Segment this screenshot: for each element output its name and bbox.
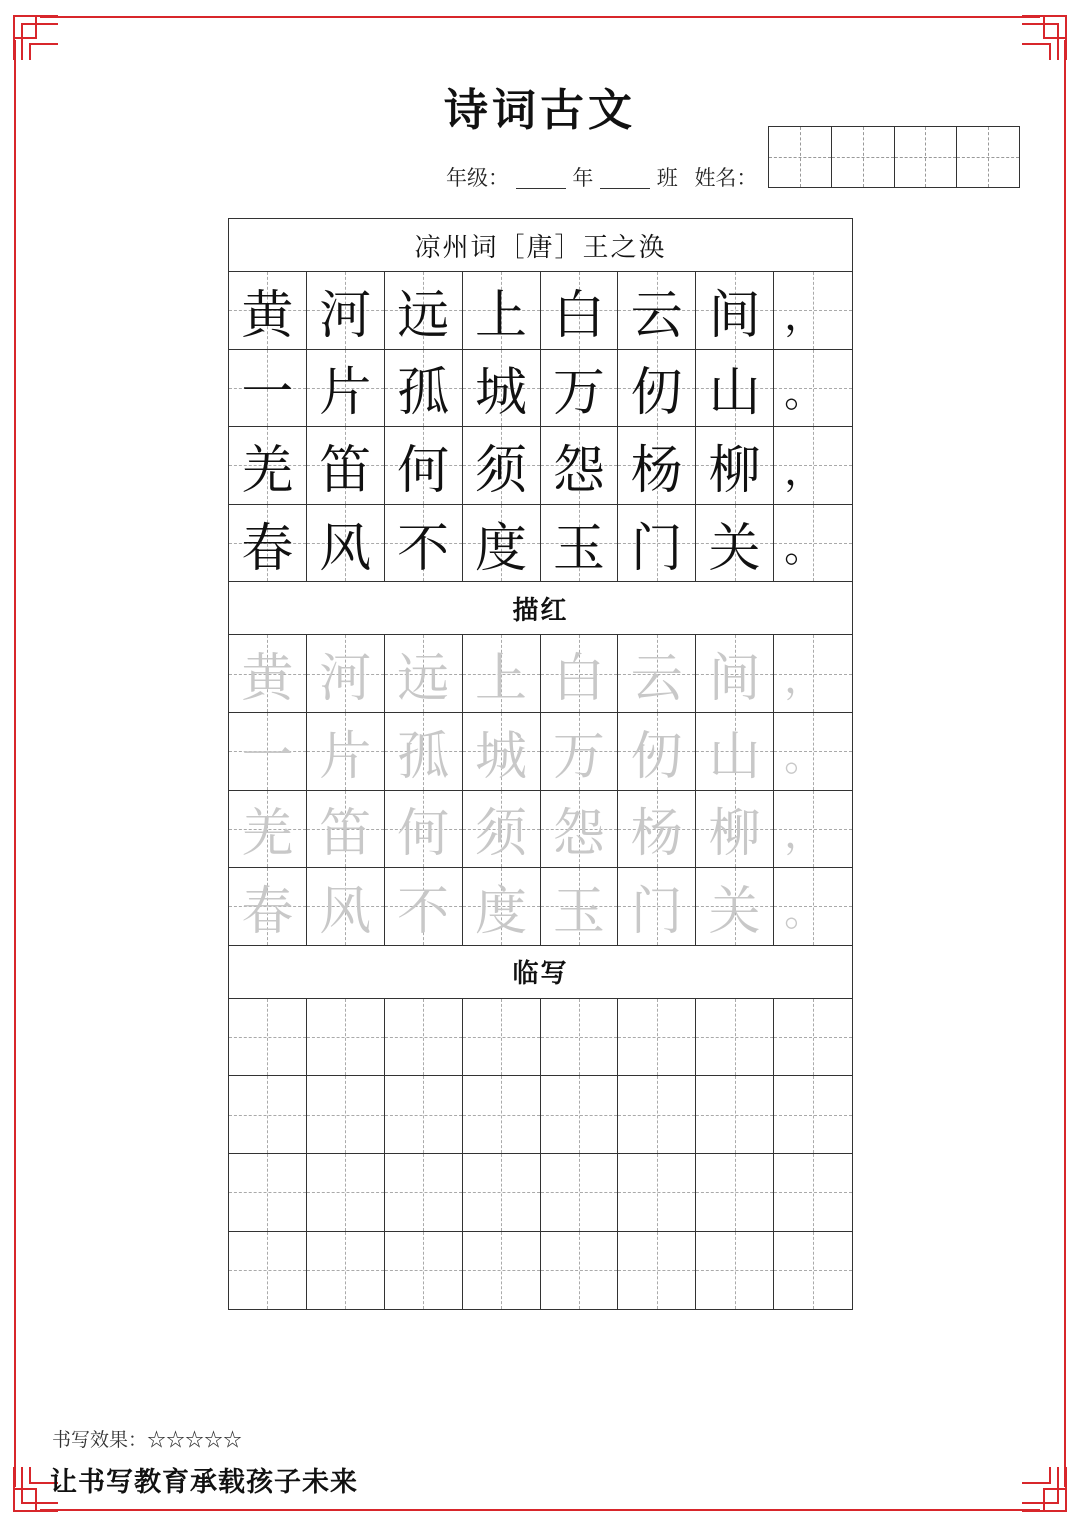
- trace-cell-char: 黄: [241, 649, 294, 710]
- trace-cell-char: 云: [630, 649, 683, 710]
- trace-cell-char: 城: [475, 726, 528, 787]
- copy-cell[interactable]: [696, 999, 774, 1077]
- poem-cell: [774, 272, 852, 350]
- copy-cell[interactable]: [774, 1232, 852, 1310]
- poem-cell-char: 春: [241, 518, 294, 579]
- poem-cell: [463, 427, 541, 505]
- poem-cell-char: 笛: [319, 440, 372, 501]
- copy-cell[interactable]: [696, 1076, 774, 1154]
- trace-cell: [541, 791, 619, 869]
- trace-cell: [774, 635, 852, 713]
- poem-cell-char: 云: [630, 285, 683, 346]
- copy-cell[interactable]: [385, 1154, 463, 1232]
- poem-header: 凉州词［唐］王之涣: [229, 219, 852, 272]
- grade-label: 年级：: [446, 166, 509, 190]
- poem-cell: [774, 505, 852, 583]
- trace-cell-char: 。: [784, 888, 825, 935]
- trace-cell-char: 关: [708, 881, 761, 942]
- trace-cell-char: 上: [475, 649, 528, 710]
- poem-cell-char: 仞: [630, 363, 683, 424]
- poem-cell: [618, 272, 696, 350]
- poem-cell-char: 风: [319, 518, 372, 579]
- poem-cell-char: 城: [475, 363, 528, 424]
- trace-cell: [229, 791, 307, 869]
- copy-cell[interactable]: [618, 1076, 696, 1154]
- poem-cell-char: 。: [784, 525, 825, 572]
- trace-cell-char: 不: [397, 881, 450, 942]
- copy-cell[interactable]: [774, 999, 852, 1077]
- name-boxes[interactable]: [768, 126, 1020, 188]
- copy-cell[interactable]: [541, 1154, 619, 1232]
- trace-cell-char: 远: [397, 649, 450, 710]
- trace-cell: [229, 868, 307, 946]
- copy-cell[interactable]: [307, 1076, 385, 1154]
- poem-cell-char: 上: [475, 285, 528, 346]
- trace-cell-char: 春: [241, 881, 294, 942]
- trace-cell: [385, 635, 463, 713]
- poem-cell-char: 片: [319, 363, 372, 424]
- trace-cell: [618, 635, 696, 713]
- trace-cell: [696, 713, 774, 791]
- trace-cell: [618, 713, 696, 791]
- name-box[interactable]: [768, 126, 832, 188]
- trace-cell: [385, 713, 463, 791]
- trace-cell-char: 杨: [630, 804, 683, 865]
- poem-cell: [385, 427, 463, 505]
- trace-cell-char: 度: [475, 881, 528, 942]
- copy-cell[interactable]: [774, 1154, 852, 1232]
- practice-sheet: [228, 218, 853, 1310]
- copy-cell[interactable]: [541, 999, 619, 1077]
- poem-grid: [229, 272, 852, 582]
- trace-cell: [696, 868, 774, 946]
- poem-cell-char: 杨: [630, 440, 683, 501]
- trace-cell-char: 风: [319, 881, 372, 942]
- poem-cell: [229, 505, 307, 583]
- poem-cell-char: 河: [319, 285, 372, 346]
- poem-cell-char: 怨: [552, 440, 605, 501]
- trace-cell: [774, 868, 852, 946]
- poem-cell: [696, 427, 774, 505]
- frame-bottom: [40, 1509, 1040, 1511]
- class-label: 班: [656, 166, 678, 190]
- copy-section-label: 临写: [229, 946, 852, 999]
- poem-cell: [696, 350, 774, 428]
- poem-cell: [229, 272, 307, 350]
- trace-cell: [307, 791, 385, 869]
- trace-cell-char: 万: [552, 726, 605, 787]
- poem-cell-char: 何: [397, 440, 450, 501]
- name-box[interactable]: [832, 126, 895, 188]
- poem-cell-char: 白: [552, 285, 605, 346]
- trace-cell-char: 白: [552, 649, 605, 710]
- poem-cell: [229, 427, 307, 505]
- poem-cell: [307, 350, 385, 428]
- copy-cell[interactable]: [463, 1076, 541, 1154]
- trace-cell: [385, 868, 463, 946]
- trace-cell: [774, 791, 852, 869]
- copy-cell[interactable]: [229, 999, 307, 1077]
- copy-cell[interactable]: [307, 1232, 385, 1310]
- trace-cell: [618, 791, 696, 869]
- trace-cell-char: 一: [241, 726, 294, 787]
- copy-cell[interactable]: [618, 999, 696, 1077]
- corner-ornament-bottom-right: [1020, 1465, 1068, 1513]
- corner-ornament-top-right: [1020, 14, 1068, 62]
- poem-cell: [541, 350, 619, 428]
- poem-cell: [463, 272, 541, 350]
- poem-cell: [696, 505, 774, 583]
- trace-cell: [541, 635, 619, 713]
- poem-cell-char: 。: [784, 370, 825, 417]
- poem-cell: [307, 272, 385, 350]
- poem-cell-char: 门: [630, 518, 683, 579]
- copy-cell[interactable]: [307, 999, 385, 1077]
- corner-ornament-top-left: [12, 14, 60, 62]
- trace-cell-char: 仞: [630, 726, 683, 787]
- copy-cell[interactable]: [385, 999, 463, 1077]
- class-blank[interactable]: [600, 168, 650, 189]
- trace-cell-char: 。: [784, 733, 825, 780]
- trace-cell: [541, 713, 619, 791]
- poem-cell-char: 黄: [241, 285, 294, 346]
- frame-top: [40, 16, 1040, 18]
- trace-cell-char: 柳: [708, 804, 761, 865]
- copy-cell[interactable]: [229, 1232, 307, 1310]
- poem-cell-char: 山: [708, 363, 761, 424]
- trace-cell: [229, 713, 307, 791]
- poem-cell-char: 羌: [241, 440, 294, 501]
- footer-slogan: 让书写教育承载孩子未来: [50, 1467, 358, 1498]
- copy-cell[interactable]: [307, 1154, 385, 1232]
- trace-cell: [463, 713, 541, 791]
- poem-cell-char: 关: [708, 518, 761, 579]
- poem-cell: [541, 427, 619, 505]
- trace-cell: [307, 713, 385, 791]
- poem-cell: [385, 505, 463, 583]
- copy-cell[interactable]: [696, 1232, 774, 1310]
- trace-cell: [307, 868, 385, 946]
- copy-cell[interactable]: [696, 1154, 774, 1232]
- copy-cell[interactable]: [618, 1232, 696, 1310]
- copy-cell[interactable]: [463, 999, 541, 1077]
- trace-cell: [229, 635, 307, 713]
- trace-cell-char: 山: [708, 726, 761, 787]
- grade-blank[interactable]: [516, 168, 566, 189]
- name-box[interactable]: [895, 126, 958, 188]
- trace-cell-char: 羌: [241, 804, 294, 865]
- trace-cell: [696, 791, 774, 869]
- student-info-line: [446, 162, 757, 192]
- name-label: 姓名：: [694, 166, 758, 190]
- copy-cell[interactable]: [229, 1154, 307, 1232]
- poem-cell-char: 万: [552, 363, 605, 424]
- poem-cell: [774, 350, 852, 428]
- copy-cell[interactable]: [463, 1232, 541, 1310]
- copy-cell[interactable]: [541, 1076, 619, 1154]
- poem-cell: [385, 272, 463, 350]
- trace-cell-char: 孤: [397, 726, 450, 787]
- poem-cell: [541, 272, 619, 350]
- year-label: 年: [572, 166, 594, 190]
- copy-cell[interactable]: [385, 1076, 463, 1154]
- poem-cell-char: 度: [475, 518, 528, 579]
- trace-grid: [229, 635, 852, 945]
- trace-cell-char: 门: [630, 881, 683, 942]
- poem-cell-char: 玉: [552, 518, 605, 579]
- poem-cell-char: 孤: [397, 363, 450, 424]
- trace-cell-char: 怨: [552, 804, 605, 865]
- poem-cell: [541, 505, 619, 583]
- trace-cell-char: 何: [397, 804, 450, 865]
- copy-cell[interactable]: [229, 1076, 307, 1154]
- trace-cell-char: ，: [784, 811, 825, 858]
- poem-cell-char: 柳: [708, 440, 761, 501]
- poem-cell: [385, 350, 463, 428]
- trace-cell-char: 玉: [552, 881, 605, 942]
- poem-cell: [618, 505, 696, 583]
- poem-cell: [618, 427, 696, 505]
- copy-cell[interactable]: [463, 1154, 541, 1232]
- poem-cell-char: 间: [708, 285, 761, 346]
- trace-cell: [463, 635, 541, 713]
- trace-cell-char: 笛: [319, 804, 372, 865]
- copy-cell[interactable]: [541, 1232, 619, 1310]
- poem-cell: [307, 427, 385, 505]
- poem-cell-char: 不: [397, 518, 450, 579]
- trace-cell-char: 河: [319, 649, 372, 710]
- poem-cell: [463, 505, 541, 583]
- trace-cell: [463, 868, 541, 946]
- trace-cell-char: 间: [708, 649, 761, 710]
- poem-cell: [229, 350, 307, 428]
- poem-cell-char: ，: [784, 447, 825, 494]
- trace-cell-char: 须: [475, 804, 528, 865]
- trace-cell: [618, 868, 696, 946]
- trace-cell: [463, 791, 541, 869]
- poem-cell-char: ，: [784, 292, 825, 339]
- name-box[interactable]: [957, 126, 1020, 188]
- poem-cell-char: 一: [241, 363, 294, 424]
- trace-cell: [774, 713, 852, 791]
- writing-rating: 书写效果：☆☆☆☆☆: [52, 1429, 243, 1451]
- trace-cell-char: ，: [784, 655, 825, 702]
- trace-cell: [385, 791, 463, 869]
- frame-right: [1064, 40, 1066, 1487]
- copy-cell[interactable]: [774, 1076, 852, 1154]
- trace-section-label: 描红: [229, 582, 852, 635]
- poem-cell-char: 远: [397, 285, 450, 346]
- copy-grid[interactable]: [229, 999, 852, 1309]
- trace-cell: [307, 635, 385, 713]
- copy-cell[interactable]: [385, 1232, 463, 1310]
- poem-cell-char: 须: [475, 440, 528, 501]
- page-title: 诗词古文: [444, 85, 636, 136]
- trace-cell: [541, 868, 619, 946]
- trace-cell: [696, 635, 774, 713]
- copy-cell[interactable]: [618, 1154, 696, 1232]
- poem-cell: [618, 350, 696, 428]
- poem-cell: [696, 272, 774, 350]
- frame-left: [14, 40, 16, 1487]
- poem-cell: [307, 505, 385, 583]
- trace-cell-char: 片: [319, 726, 372, 787]
- poem-cell: [774, 427, 852, 505]
- poem-cell: [463, 350, 541, 428]
